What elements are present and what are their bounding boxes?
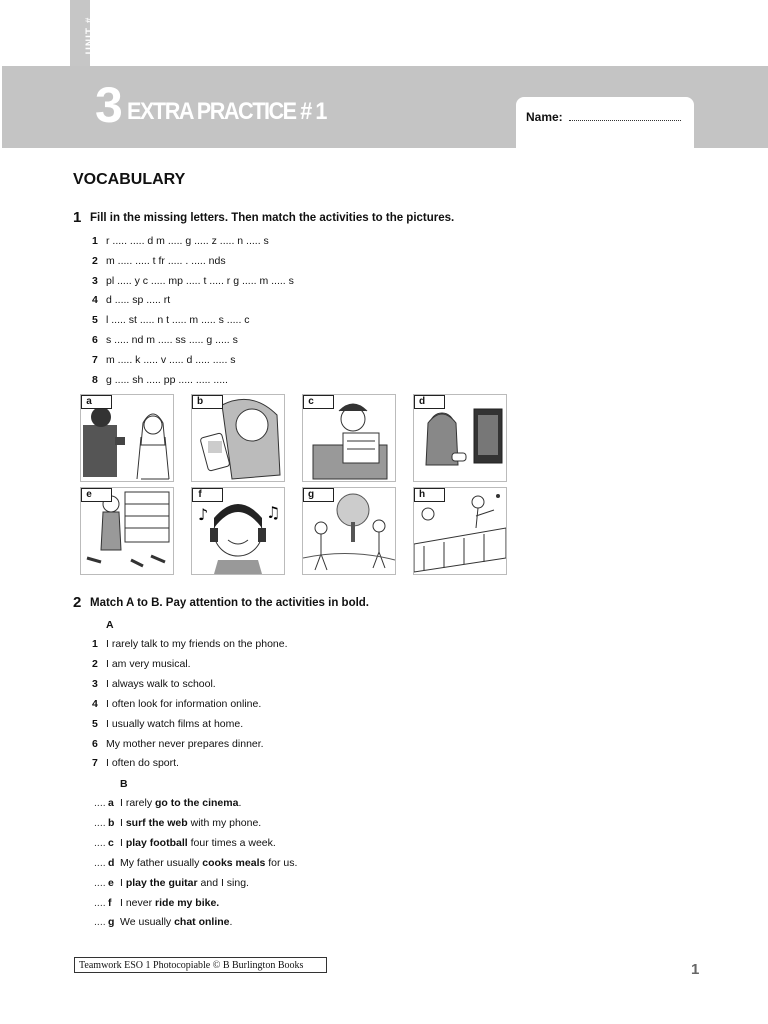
item-activity: play the guitar (125, 876, 198, 889)
item-number: 7 (92, 757, 98, 770)
unit-tab-label: UNIT # (84, 16, 96, 55)
picture-d (413, 394, 507, 482)
picture-g (302, 487, 396, 575)
item-number: 6 (92, 334, 98, 346)
item-number: 3 (92, 274, 98, 287)
answer-box[interactable] (96, 488, 112, 502)
item-text: I (120, 816, 126, 829)
item-text: l ..... st ..... n t ..... m ..... s ..... c (106, 314, 250, 327)
item-text: I often look for information online. (106, 697, 262, 710)
item-number: 3 (92, 677, 98, 690)
name-label: Name: (526, 110, 563, 124)
list-item (92, 698, 261, 710)
exercise-2-instruction: Match A to B. Pay attention to the activities in bold. (90, 597, 370, 609)
item-number: 2 (92, 254, 98, 267)
item-text: . (238, 797, 242, 809)
picture-label: g (303, 488, 319, 502)
item-text: I always walk to school. (106, 677, 216, 690)
svg-text:♫: ♫ (266, 503, 281, 522)
page-number: 1 (691, 961, 700, 978)
item-number: 4 (92, 697, 98, 710)
item-text: I (120, 836, 126, 849)
list-item (92, 275, 294, 287)
list-item (92, 374, 228, 386)
list-item (92, 638, 288, 650)
answer-blank[interactable]: .... (94, 856, 106, 869)
picture-c (302, 394, 396, 482)
picture-f (191, 487, 285, 575)
item-letter: b (108, 816, 115, 829)
list-item (92, 235, 269, 247)
item-text: r ..... ..... d m ..... g ..... z ..... n ..... s (106, 235, 269, 247)
item-activity: ride my bike. (155, 896, 220, 909)
item-text: pl ..... y c ..... mp ..... t ..... r g ..... m ..... s (106, 274, 294, 287)
item-letter: e (108, 876, 114, 889)
list-item (92, 658, 191, 670)
item-letter: a (108, 797, 114, 809)
list-item (92, 354, 236, 366)
unit-number: 3 (95, 77, 121, 133)
item-letter: f (108, 896, 112, 909)
answer-blank[interactable]: .... (94, 876, 106, 889)
item-text: four times a week. (187, 836, 276, 849)
item-text: We usually (120, 916, 175, 929)
list-item (92, 738, 264, 750)
item-text: s ..... nd m ..... ss ..... g ..... s (106, 334, 238, 346)
exercise-1-number: 1 (73, 209, 82, 226)
item-letter: d (108, 856, 115, 869)
item-text: m ..... ..... t fr ..... . ..... nds (106, 254, 226, 267)
item-letter: c (108, 836, 114, 849)
item-activity: go to the cinema (155, 797, 239, 809)
picture-label: f (192, 488, 208, 502)
answer-box[interactable] (207, 395, 223, 409)
list-item (94, 877, 249, 889)
picture-e (80, 487, 174, 575)
column-a-heading: A (106, 619, 114, 631)
picture-label: a (81, 395, 97, 409)
picture-label: d (414, 395, 430, 409)
list-item (92, 255, 226, 267)
item-text: d ..... sp ..... rt (106, 294, 171, 307)
picture-h (413, 487, 507, 575)
picture-label: e (81, 488, 97, 502)
list-item (92, 678, 216, 690)
item-activity: chat online (174, 916, 230, 929)
list-item (92, 334, 238, 346)
item-number: 5 (92, 314, 98, 327)
section-title: VOCABULARY (73, 171, 186, 188)
list-item (94, 916, 232, 928)
item-number: 8 (92, 373, 98, 386)
answer-blank[interactable]: .... (94, 916, 106, 929)
item-number: 7 (92, 353, 98, 366)
exercise-1-instruction: Fill in the missing letters. Then match the activities to the pictures. (90, 212, 455, 224)
picture-a (80, 394, 174, 482)
item-number: 4 (92, 294, 98, 307)
answer-box[interactable] (207, 488, 223, 502)
item-number: 5 (92, 717, 98, 730)
item-text: I am very musical. (106, 657, 191, 670)
item-text: m ..... k ..... v ..... d ..... ..... s (106, 353, 236, 366)
picture-label: c (303, 395, 319, 409)
list-item (94, 797, 241, 809)
answer-blank[interactable]: .... (94, 836, 106, 849)
name-field[interactable] (569, 120, 681, 121)
list-item (94, 837, 276, 849)
list-item (92, 314, 250, 326)
answer-box[interactable] (429, 488, 445, 502)
answer-box[interactable] (318, 488, 334, 502)
list-item (94, 897, 219, 909)
picture-label: b (192, 395, 208, 409)
picture-b (191, 394, 285, 482)
answer-blank[interactable]: .... (94, 797, 106, 809)
picture-label: h (414, 488, 430, 502)
item-text: I usually watch films at home. (106, 717, 244, 730)
item-text: I rarely (120, 797, 156, 809)
list-item (92, 294, 170, 306)
page-title: EXTRA PRACTICE # 1 (127, 98, 326, 125)
item-text: for us. (265, 856, 298, 869)
item-number: 2 (92, 657, 98, 670)
item-text: My mother never prepares dinner. (106, 737, 264, 750)
footer-credit: Teamwork ESO 1 Photocopiable © B Burlington Books (74, 957, 327, 973)
answer-box[interactable] (429, 395, 445, 409)
answer-box[interactable] (96, 395, 112, 409)
item-text: I never (120, 896, 156, 909)
list-item (94, 857, 297, 869)
item-text: I rarely talk to my friends on the phone. (106, 638, 288, 650)
answer-box[interactable] (318, 395, 334, 409)
item-text: . (229, 916, 233, 929)
svg-text:♪: ♪ (198, 505, 209, 524)
list-item (94, 817, 261, 829)
item-text: and I sing. (197, 876, 249, 889)
item-text: I often do sport. (106, 757, 179, 770)
item-number: 1 (92, 638, 98, 650)
item-number: 6 (92, 737, 98, 750)
item-text: with my phone. (187, 816, 262, 829)
column-b-heading: B (120, 778, 128, 790)
item-activity: cooks meals (202, 856, 266, 869)
list-item (92, 757, 179, 769)
exercise-2-number: 2 (73, 594, 82, 611)
item-activity: surf the web (125, 816, 188, 829)
item-text: I (120, 876, 126, 889)
item-number: 1 (92, 235, 98, 247)
item-text: My father usually (120, 856, 203, 869)
item-text: g ..... sh ..... pp ..... ..... ..... (106, 373, 228, 386)
item-letter: g (108, 916, 115, 929)
answer-blank[interactable]: .... (94, 816, 106, 829)
answer-blank[interactable]: .... (94, 896, 106, 909)
list-item (92, 718, 243, 730)
item-activity: play football (125, 836, 188, 849)
